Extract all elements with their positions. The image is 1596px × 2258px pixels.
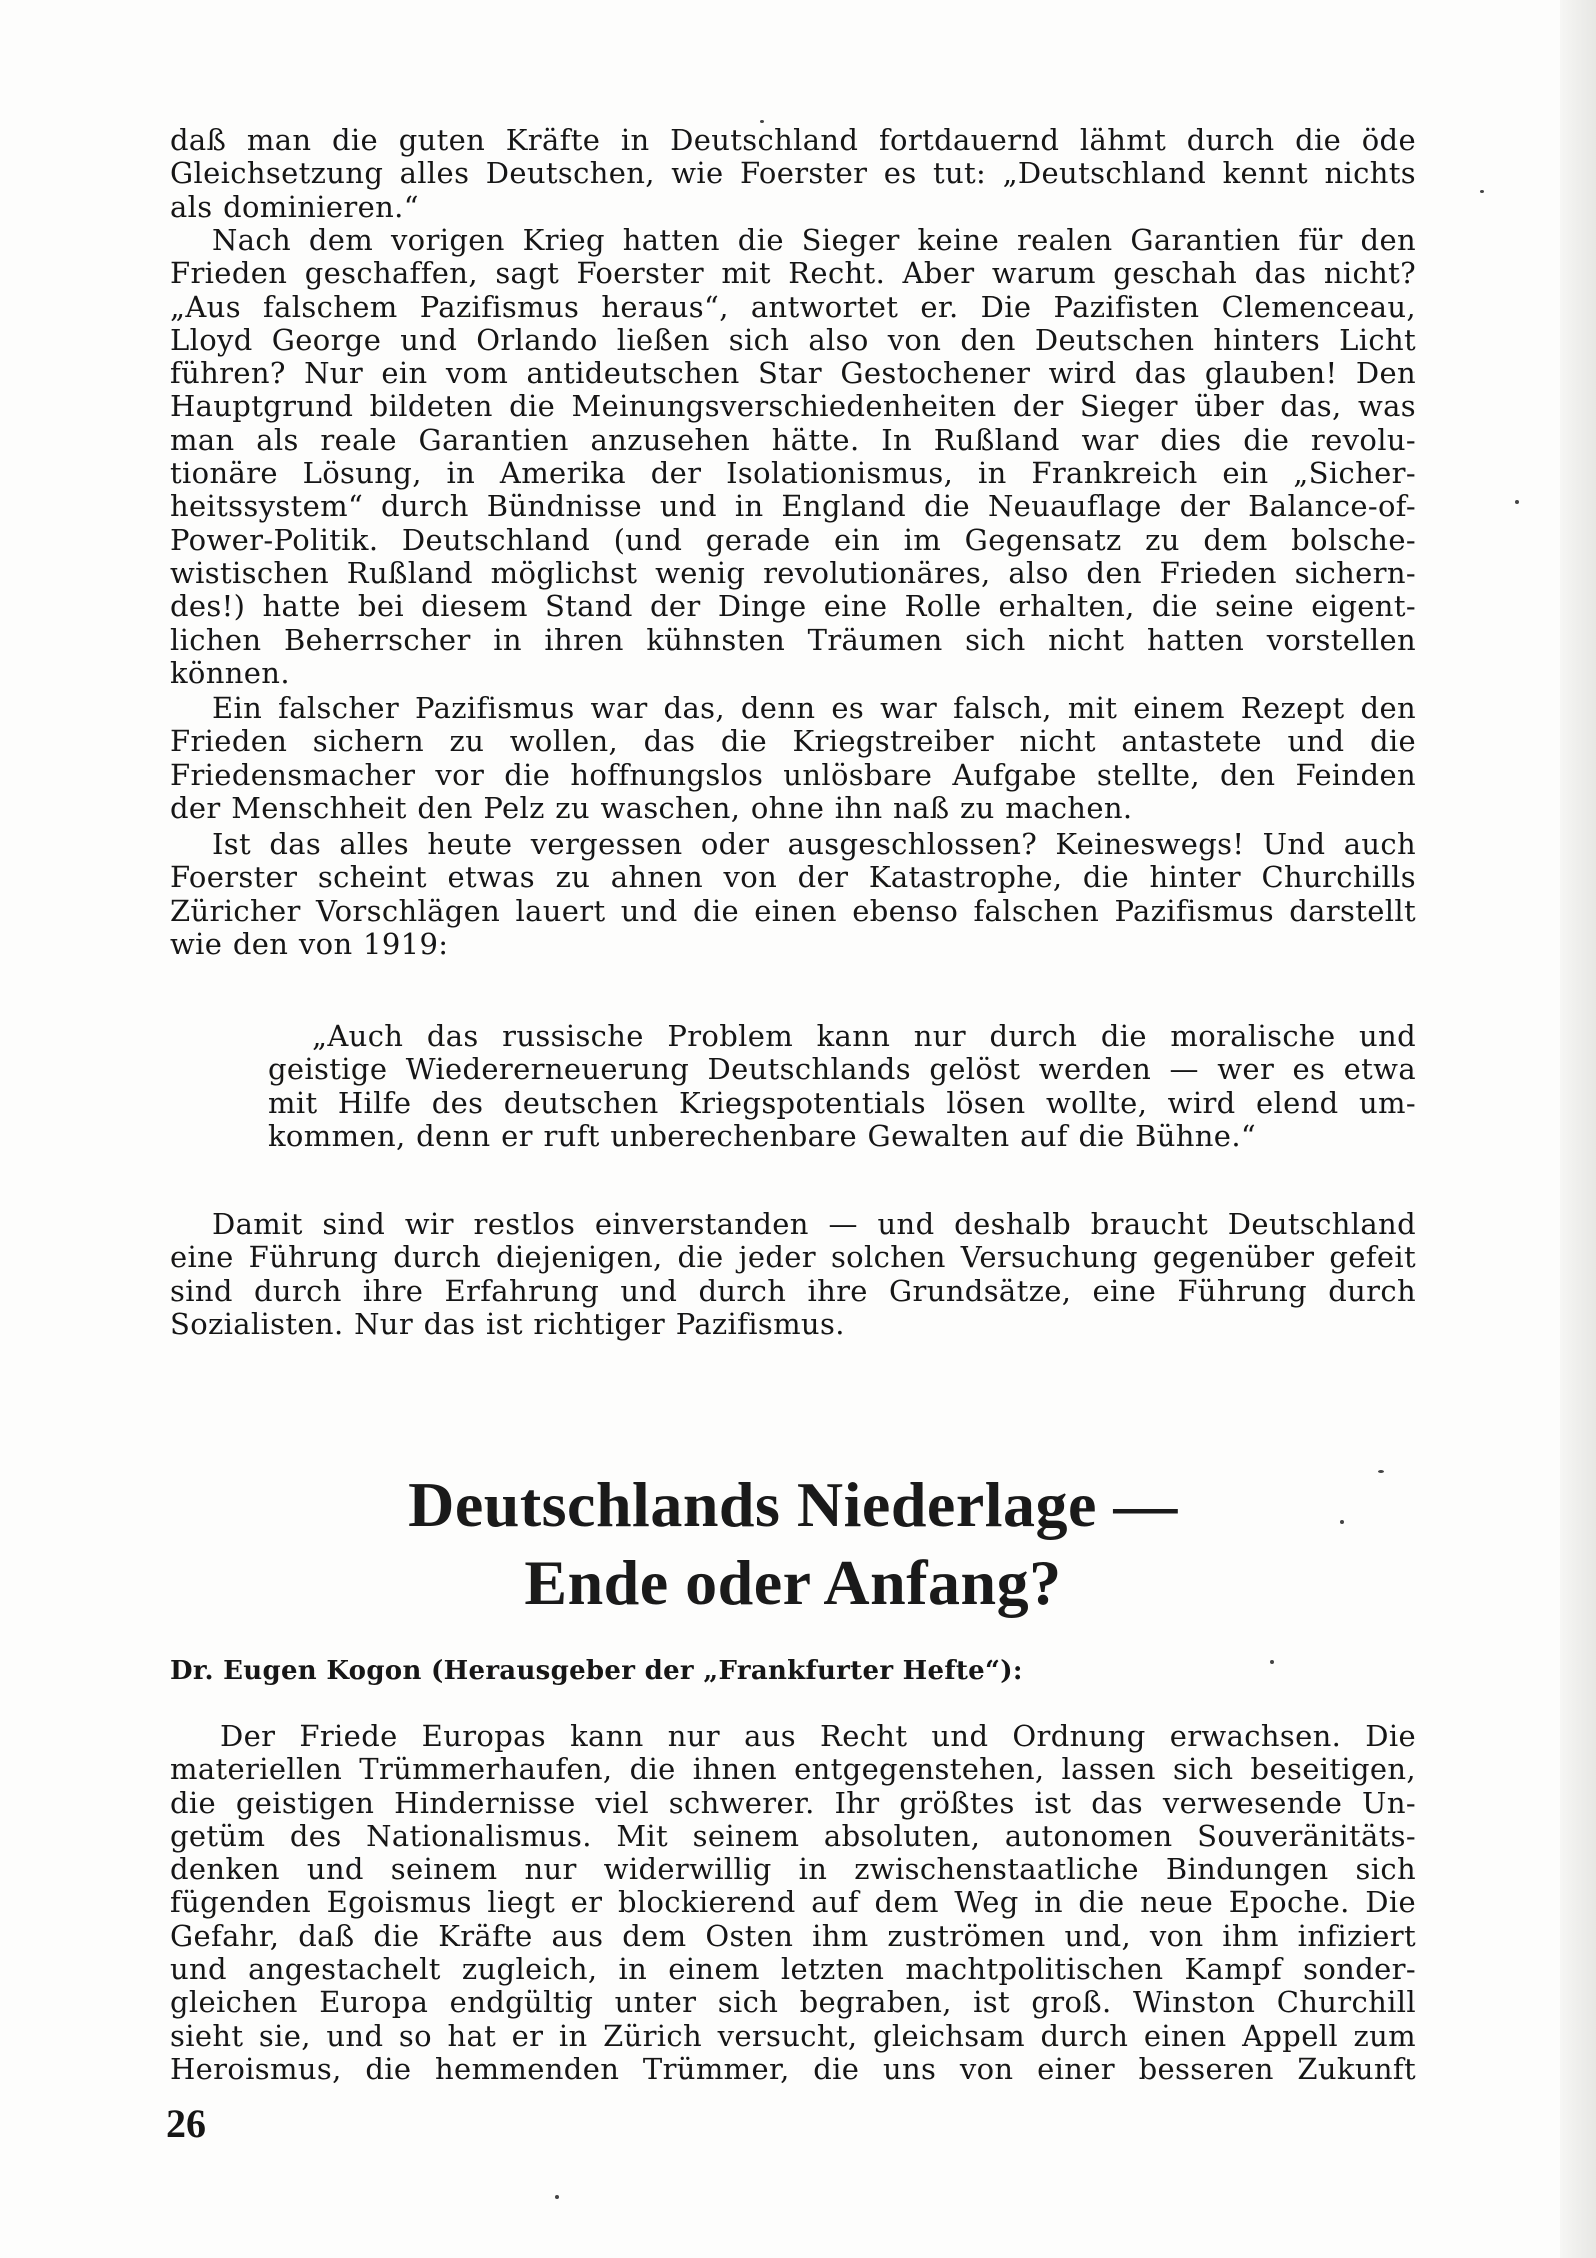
text-line: des!) hatte bei diesem Stand der Dinge eine Rolle erhalten, die seine eigent- xyxy=(170,589,1416,624)
text-line: Nach dem vorigen Krieg hatten die Sieger keine realen Garantien für den xyxy=(212,223,1416,257)
text-line: denken und seinem nur widerwillig in zwischenstaatliche Bindungen sich xyxy=(170,1852,1416,1887)
paragraph-2 xyxy=(170,224,1416,690)
text-line: Ein falscher Pazifismus war das, denn es war falsch, mit einem Rezept den xyxy=(212,691,1416,725)
text-line: fügenden Egoismus liegt er blockierend auf dem Weg in die neue Epoche. Die xyxy=(170,1885,1416,1920)
text-line: getüm des Nationalismus. Mit seinem absoluten, autonomen Souveränitäts- xyxy=(170,1818,1416,1853)
text-line: geistige Wiedererneuerung Deutschlands gelöst werden — wer es etwa xyxy=(268,1052,1416,1087)
paragraph-block-3 xyxy=(170,692,1416,825)
text-line: materiellen Trümmerhaufen, die ihnen entgegenstehen, lassen sich beseitigen, xyxy=(170,1752,1416,1787)
text-line: mit Hilfe des deutschen Kriegspotentials lösen wollte, wird elend um- xyxy=(268,1085,1416,1120)
text-line: Ist das alles heute vergessen oder ausgeschlossen? Keineswegs! Und auch xyxy=(212,827,1416,861)
title-line-1: Deutschlands Niederlage — xyxy=(408,1469,1178,1540)
text-line: und angestachelt zugleich, in einem letzten machtpolitischen Kampf sonder- xyxy=(170,1952,1416,1987)
text-line: Lloyd George und Orlando ließen sich also von den Deutschen hinters Licht xyxy=(170,322,1416,357)
title-line-2: Ende oder Anfang? xyxy=(524,1547,1062,1618)
text-line: tionäre Lösung, in Amerika der Isolationismus, in Frankreich ein „Sicher- xyxy=(170,456,1416,491)
text-line: Damit sind wir restlos einverstanden — und deshalb braucht Deutschland xyxy=(212,1207,1416,1241)
text-line: Power-Politik. Deutschland (und gerade ein im Gegensatz zu dem bolsche- xyxy=(170,522,1416,557)
page-number: 26 xyxy=(166,2101,206,2146)
author-byline: Dr. Eugen Kogon (Herausgeber der „Frankfurter Hefte“): xyxy=(170,1656,1023,1686)
paragraph-block-5 xyxy=(170,1208,1416,1341)
paragraph-block-6 xyxy=(170,1720,1416,2086)
paragraph-3 xyxy=(170,692,1416,825)
text-line: die geistigen Hindernisse viel schwerer. Ihr größtes ist das verwesende Un- xyxy=(170,1785,1416,1820)
text-line: wistischen Rußland möglichst wenig revolutionäres, also den Frieden sichern- xyxy=(170,555,1416,590)
text-line: Sozialisten. Nur das ist richtiger Pazifismus. xyxy=(170,1306,845,1341)
text-line: der Menschheit den Pelz zu waschen, ohne ihn naß zu machen. xyxy=(170,790,1133,825)
text-line: sieht sie, und so hat er in Zürich versucht, gleichsam durch einen Appell zum xyxy=(170,2018,1416,2053)
text-line: Züricher Vorschlägen lauert und die einen ebenso falschen Pazifismus darstellt xyxy=(170,893,1416,928)
paragraph-4 xyxy=(170,828,1416,961)
paragraph-block-2 xyxy=(170,224,1416,690)
paragraph-block-4 xyxy=(170,828,1416,961)
text-line: lichen Beherrscher in ihren kühnsten Träumen sich nicht hatten vorstellen xyxy=(170,622,1416,657)
text-line: Heroismus, die hemmenden Trümmer, die uns von einer besseren Zukunft xyxy=(170,2051,1416,2086)
text-line: Friedensmacher vor die hoffnungslos unlösbare Aufgabe stellte, den Feinden xyxy=(170,757,1416,792)
article-title xyxy=(170,1466,1416,1622)
text-line: man als reale Garantien anzusehen hätte. In Rußland war dies die revolu- xyxy=(170,422,1416,457)
text-line: Gefahr, daß die Kräfte aus dem Osten ihm zuströmen und, von ihm infiziert xyxy=(170,1918,1416,1953)
paragraph-5 xyxy=(170,1208,1416,1341)
text-line: als dominieren.“ xyxy=(170,189,419,224)
scan-speck xyxy=(1378,1470,1384,1473)
text-line: wie den von 1919: xyxy=(170,926,449,961)
scan-speck xyxy=(1270,1660,1274,1664)
page-edge-shadow xyxy=(1560,0,1596,2258)
text-line: gleichen Europa endgültig unter sich begraben, ist groß. Winston Churchill xyxy=(170,1985,1416,2020)
text-line: führen? Nur ein vom antideutschen Star Gestochener wird das glauben! Den xyxy=(170,356,1416,391)
text-line: daß man die guten Kräfte in Deutschland fortdauernd lähmt durch die öde xyxy=(170,123,1416,157)
text-line: Der Friede Europas kann nur aus Recht und Ordnung erwachsen. Die xyxy=(220,1719,1416,1753)
text-line: Foerster scheint etwas zu ahnen von der Katastrophe, die hinter Churchills xyxy=(170,860,1416,895)
text-line: können. xyxy=(170,655,290,690)
paragraph-1 xyxy=(170,124,1416,224)
scan-speck xyxy=(1480,190,1484,193)
text-line: „Auch das russische Problem kann nur durch die moralische und xyxy=(312,1019,1416,1053)
text-line: Gleichsetzung alles Deutschen, wie Foerster es tut: „Deutschland kennt nichts xyxy=(170,156,1416,191)
scan-speck xyxy=(1515,500,1519,504)
text-line: eine Führung durch diejenigen, die jeder solchen Versuchung gegenüber gefeit xyxy=(170,1240,1416,1275)
text-line: kommen, denn er ruft unberechenbare Gewalten auf die Bühne.“ xyxy=(268,1118,1257,1153)
text-line: Hauptgrund bildeten die Meinungsverschiedenheiten der Sieger über das, was xyxy=(170,389,1416,424)
text-line: Frieden sichern zu wollen, das die Kriegstreiber nicht antastete und die xyxy=(170,724,1416,759)
scan-speck xyxy=(1340,1520,1344,1524)
block-quote xyxy=(268,1020,1416,1153)
text-line: „Aus falschem Pazifismus heraus“, antwortet er. Die Pazifisten Clemenceau, xyxy=(170,289,1416,324)
quote-paragraph xyxy=(268,1020,1416,1153)
text-line: Frieden geschaffen, sagt Foerster mit Recht. Aber warum geschah das nicht? xyxy=(170,256,1416,291)
text-line: heitssystem“ durch Bündnisse und in England die Neuauflage der Balance-of- xyxy=(170,489,1416,524)
text-line: sind durch ihre Erfahrung und durch ihre Grundsätze, eine Führung durch xyxy=(170,1273,1416,1308)
paragraph-6 xyxy=(170,1720,1416,2086)
scan-speck xyxy=(760,120,764,123)
scan-speck xyxy=(555,2195,559,2199)
paragraph-continuation xyxy=(170,124,1416,224)
